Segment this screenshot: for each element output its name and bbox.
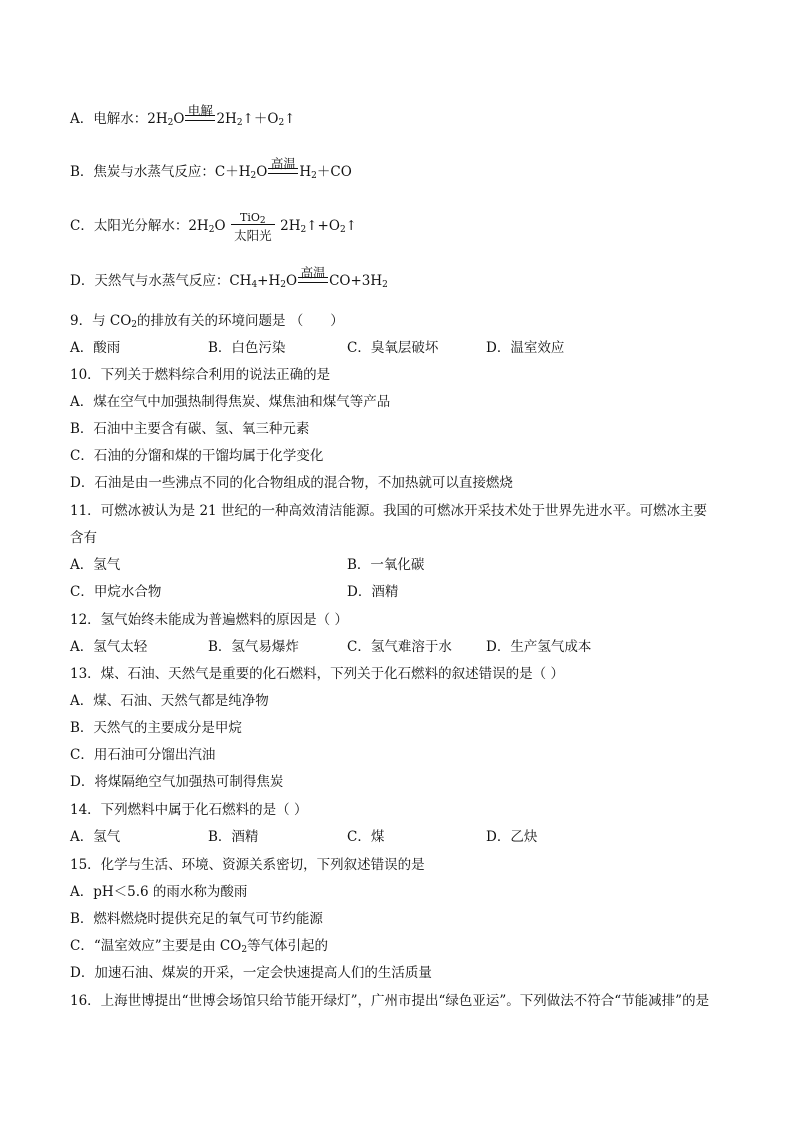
q15-option-b: B．燃料燃烧时提供充足的氧气可节约能源 bbox=[70, 911, 323, 927]
condition-text: 高温 bbox=[300, 265, 326, 280]
stem-text: 的排放有关的环境问题是 （ ） bbox=[137, 313, 344, 329]
q11-stem: 11．可燃冰被认为是 21 世纪的一种高效清洁能源。我国的可燃冰开采技术处于世界先进水平。可燃冰主要 bbox=[70, 503, 707, 519]
stem-text: 9．与 CO bbox=[70, 313, 132, 329]
q10-option-c: C．石油的分馏和煤的干馏均属于化学变化 bbox=[70, 448, 324, 464]
condition-top bbox=[231, 211, 275, 225]
q9-option-c: C．臭氧层破坏 bbox=[347, 340, 439, 356]
reaction-condition bbox=[268, 156, 298, 181]
subscript: 2 bbox=[241, 945, 248, 955]
q11-stem-cont: 含有 bbox=[70, 530, 97, 546]
formula-text: O bbox=[286, 273, 298, 289]
formula-text: 2H bbox=[188, 218, 209, 234]
reaction-condition bbox=[298, 265, 328, 290]
q8-option-d bbox=[70, 265, 388, 290]
q11-option-c: C．甲烷水合物 bbox=[70, 584, 162, 600]
q10-option-a: A．煤在空气中加强热制得焦炭、煤焦油和煤气等产品 bbox=[70, 394, 391, 410]
q14-option-d: D．乙炔 bbox=[486, 829, 538, 845]
option-label: B．焦炭与水蒸气反应： bbox=[70, 164, 215, 180]
condition-text: 高温 bbox=[270, 156, 296, 171]
formula-text: ↑ bbox=[345, 218, 357, 234]
reaction-condition bbox=[185, 103, 215, 128]
q13-option-c: C．用石油可分馏出汽油 bbox=[70, 747, 216, 763]
q10-option-d: D．石油是由一些沸点不同的化合物组成的混合物，不加热就可以直接燃烧 bbox=[70, 475, 513, 491]
formula-text: 2H bbox=[216, 111, 237, 127]
q8-option-a bbox=[70, 103, 296, 128]
q9-option-b: B．白色污染 bbox=[208, 340, 286, 356]
subscript: 2 bbox=[278, 118, 285, 128]
reaction-condition bbox=[231, 211, 275, 243]
q15-option-d: D．加速石油、煤炭的开采，一定会快速提高人们的生活质量 bbox=[70, 965, 432, 981]
q12-option-c: C．氢气难溶于水 bbox=[347, 639, 452, 655]
q9-option-d: D．温室效应 bbox=[486, 340, 565, 356]
q13-option-d: D．将煤隔绝空气加强热可制得焦炭 bbox=[70, 774, 284, 790]
subscript: 2 bbox=[339, 225, 346, 235]
formula-text: 2H bbox=[147, 111, 168, 127]
condition-text: 电解 bbox=[187, 103, 213, 118]
formula-text: +H bbox=[257, 273, 281, 289]
subscript: 2 bbox=[280, 280, 286, 290]
q10-option-b: B．石油中主要含有碳、氢、氧三种元素 bbox=[70, 421, 310, 437]
q12-option-d: D．生产氢气成本 bbox=[486, 639, 592, 655]
q11-option-d: D．酒精 bbox=[347, 584, 399, 600]
formula-text: ↑＋O bbox=[242, 111, 279, 127]
q8-option-c bbox=[70, 211, 357, 243]
subscript: 2 bbox=[259, 216, 266, 226]
q14-option-a: A．氢气 bbox=[70, 829, 121, 845]
formula-text: ＋CO bbox=[316, 164, 352, 180]
subscript: 2 bbox=[208, 225, 215, 235]
subscript: 2 bbox=[236, 118, 243, 128]
subscript: 2 bbox=[167, 118, 174, 128]
option-text: C．“温室效应”主要是由 CO bbox=[70, 938, 242, 954]
q14-stem: 14．下列燃料中属于化石燃料的是（ ） bbox=[70, 802, 308, 818]
q12-option-a: A．氢气太轻 bbox=[70, 639, 148, 655]
formula-text: 2H bbox=[280, 218, 301, 234]
q12-stem: 12．氢气始终未能成为普遍燃料的原因是（ ） bbox=[70, 612, 348, 628]
option-text: 等气体引起的 bbox=[247, 938, 329, 954]
q15-stem: 15．化学与生活、环境、资源关系密切，下列叙述错误的是 bbox=[70, 857, 425, 873]
subscript: 2 bbox=[300, 225, 307, 235]
q16-stem: 16．上海世博提出“世博会场馆只给节能开绿灯”，广州市提出“绿色亚运”。下列做法不符合“节能减排”的是 bbox=[70, 993, 710, 1009]
q11-option-a: A．氢气 bbox=[70, 557, 121, 573]
q14-option-c: C．煤 bbox=[347, 829, 385, 845]
q15-option-a: A．pH＜5.6 的雨水称为酸雨 bbox=[70, 884, 248, 900]
option-label: A．电解水： bbox=[70, 111, 148, 127]
formula-text: CO+3H bbox=[329, 273, 383, 289]
formula-text: O bbox=[173, 111, 185, 127]
q9-stem bbox=[70, 312, 344, 330]
condition-bottom: 太阳光 bbox=[234, 228, 272, 243]
formula-text: H bbox=[299, 164, 312, 180]
formula-text: C＋H bbox=[214, 164, 251, 180]
formula-text: ↑+O bbox=[306, 218, 340, 234]
subscript: 2 bbox=[131, 320, 138, 330]
q15-option-c bbox=[70, 937, 328, 955]
option-label: C．太阳光分解水： bbox=[70, 218, 189, 234]
q13-option-a: A．煤、石油、天然气都是纯净物 bbox=[70, 693, 269, 709]
formula-text: ↑ bbox=[284, 111, 296, 127]
subscript: 4 bbox=[251, 280, 258, 290]
q9-option-a: A．酸雨 bbox=[70, 340, 121, 356]
condition-text: TiO bbox=[240, 211, 260, 224]
q13-stem: 13．煤、石油、天然气是重要的化石燃料，下列关于化石燃料的叙述错误的是（ ） bbox=[70, 666, 564, 682]
q10-stem: 10．下列关于燃料综合利用的说法正确的是 bbox=[70, 367, 331, 383]
q14-option-b: B．酒精 bbox=[208, 829, 259, 845]
formula-text: O bbox=[214, 218, 226, 234]
formula-text: CH bbox=[229, 273, 252, 289]
q12-option-b: B．氢气易爆炸 bbox=[208, 639, 299, 655]
subscript: 2 bbox=[311, 171, 317, 181]
q13-option-b: B．天然气的主要成分是甲烷 bbox=[70, 720, 242, 736]
formula-text: O bbox=[256, 164, 268, 180]
q8-option-b bbox=[70, 156, 352, 181]
subscript: 2 bbox=[250, 171, 257, 181]
option-label: D．天然气与水蒸气反应： bbox=[70, 273, 230, 289]
subscript: 2 bbox=[382, 280, 388, 290]
q11-option-b: B．一氧化碳 bbox=[347, 557, 425, 573]
